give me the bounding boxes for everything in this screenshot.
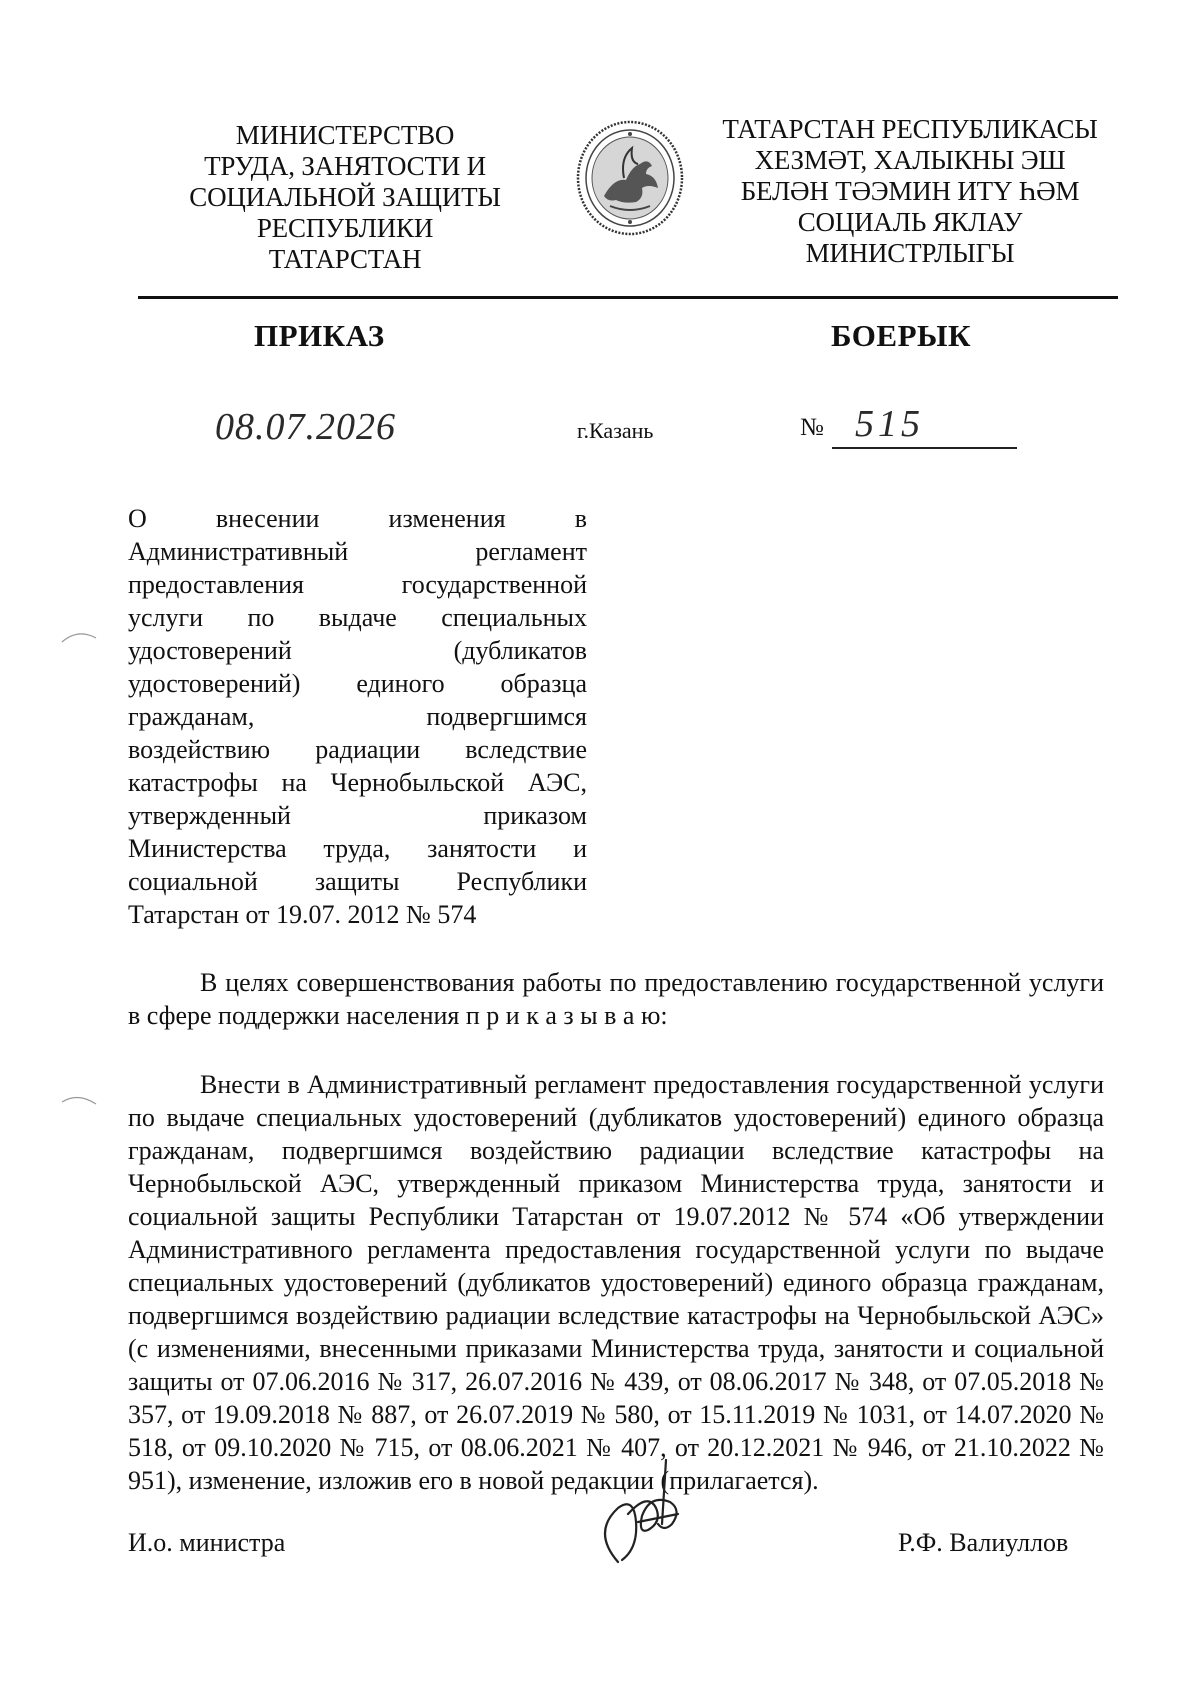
number-underline — [832, 447, 1017, 449]
header-divider — [138, 296, 1118, 299]
subject-line: Татарстан от 19.07. 2012 № 574 — [128, 900, 477, 929]
order-subject — [128, 502, 587, 931]
ministry-ru-line: СОЦИАЛЬНОЙ ЗАЩИТЫ — [189, 182, 501, 212]
doc-type-tt: БОЕРЫК — [831, 318, 971, 353]
handwritten-number: 515 — [855, 403, 924, 445]
ministry-name-ru — [160, 120, 530, 275]
city: г.Казань — [577, 418, 654, 443]
preamble-paragraph: В целях совершенствования работы по предоставлению государственной услуги в сфере поддержки населения п р и к а з ы в а ю: — [128, 968, 1104, 1030]
handwritten-signature — [578, 1452, 698, 1572]
subject-line: утвержденный приказом — [128, 801, 587, 830]
subject-line: гражданам, подвергшимся — [128, 702, 587, 731]
subject-line: удостоверений) единого образца — [128, 669, 587, 698]
signer-name: Р.Ф. Валиуллов — [898, 1528, 1069, 1557]
ministry-tt-line: МИНИСТРЛЫГЫ — [805, 238, 1015, 268]
order-paragraph: Внести в Административный регламент предоставления государственной услуги по выдаче специальных удостоверений (дубликатов удостоверений) единого образца гражданам, подвергшимся воздействию радиации вследствие катастрофы на Чернобыльской АЭС, утвержденный приказом Министерства труда, занятости и социальной защиты Республики Татарстан от 19.07.2012 № 574 «Об утверждении Административного регламента предоставления государственной услуги по выдаче специальных удостоверений (дубликатов удостоверений) единого образца гражданам, подвергшимся воздействию радиации вследствие катастрофы на Чернобыльской АЭС» (с изменениями, внесенными приказами Министерства труда, занятости и социальной защиты от 07.06.2016 № 317, 26.07.2016 № 439, от 08.06.2017 № 348, от 07.05.2018 № 357, от 19.09.2018 № 887, от 26.07.2019 № 580, от 15.11.2019 № 1031, от 14.07.2020 № 518, от 09.10.2020 № 715, от 08.06.2021 № 407, от 20.12.2021 № 946, от 21.10.2022 № 951), изменение, изложив его в новой редакции (прилагается). — [128, 1070, 1104, 1495]
subject-line: катастрофы на Чернобыльской АЭС, — [128, 768, 587, 797]
scan-artifact — [60, 1090, 100, 1110]
subject-line: предоставления государственной — [128, 570, 587, 599]
ministry-ru-line: ТРУДА, ЗАНЯТОСТИ И — [204, 151, 486, 181]
ministry-tt-line: БЕЛӘН ТӘЭМИН ИТҮ ҺӘМ — [740, 176, 1080, 206]
signer-role: И.о. министра — [128, 1528, 286, 1557]
doc-type-ru: ПРИКАЗ — [254, 318, 385, 353]
ministry-tt-line: ХЕЗМӘТ, ХАЛЫКНЫ ЭШ — [754, 145, 1066, 175]
number-sign: № — [800, 414, 824, 441]
subject-line: социальной защиты Республики — [128, 867, 587, 896]
ministry-ru-line: ТАТАРСТАН — [268, 244, 422, 274]
subject-line: Административный регламент — [128, 537, 587, 566]
handwritten-date: 08.07.2026 — [215, 406, 396, 448]
ministry-ru-line: МИНИСТЕРСТВО — [235, 120, 455, 150]
ministry-name-tt — [700, 114, 1120, 269]
subject-line: удостоверений (дубликатов — [128, 636, 587, 665]
scan-artifact — [60, 626, 100, 646]
subject-line: услуги по выдаче специальных — [128, 603, 587, 632]
coat-of-arms-icon — [574, 118, 686, 238]
subject-line: Министерства труда, занятости и — [128, 834, 587, 863]
ministry-tt-line: СОЦИАЛЬ ЯКЛАУ — [797, 207, 1023, 237]
ministry-ru-line: РЕСПУБЛИКИ — [256, 213, 434, 243]
subject-line: О внесении изменения в — [128, 504, 587, 533]
ministry-tt-line: ТАТАРСТАН РЕСПУБЛИКАСЫ — [722, 114, 1098, 144]
subject-line: воздействию радиации вследствие — [128, 735, 587, 764]
